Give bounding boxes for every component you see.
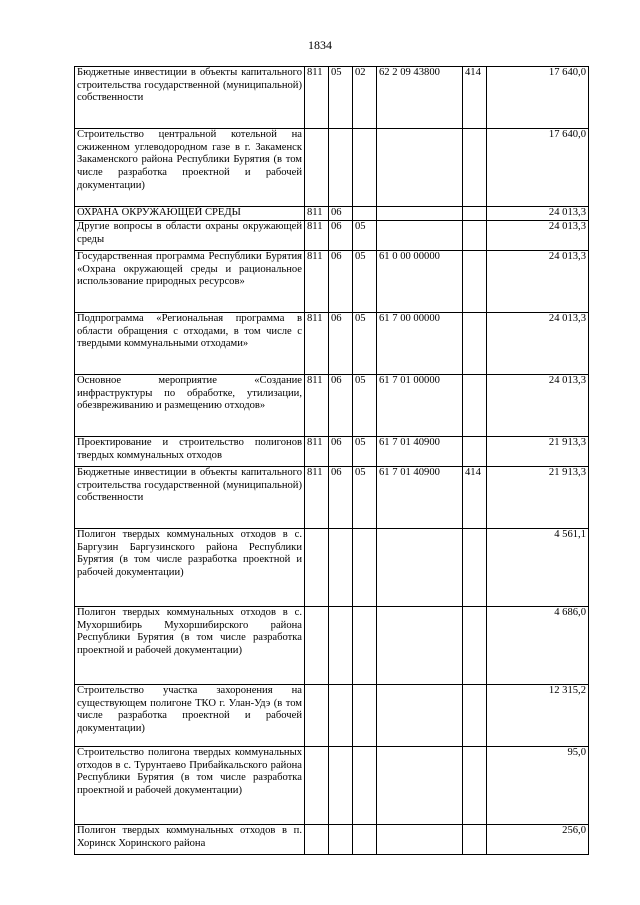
row-section: 06: [329, 207, 353, 221]
row-name: Основное мероприятие «Создание инфраструктуры по обработке, утилизации, обезвреживанию и размещению отходов»: [75, 375, 305, 437]
row-name: Полигон твердых коммунальных отходов в п. Хоринск Хоринского района: [75, 825, 305, 855]
row-subsection: 05: [353, 251, 377, 313]
row-target: [377, 607, 463, 685]
row-ministry: 811: [305, 221, 329, 251]
row-target: [377, 129, 463, 207]
row-subsection: 02: [353, 67, 377, 129]
row-ministry: 811: [305, 251, 329, 313]
row-name: Другие вопросы в области охраны окружающей среды: [75, 221, 305, 251]
row-ministry: [305, 607, 329, 685]
row-subsection: [353, 685, 377, 747]
row-name: Полигон твердых коммунальных отходов в с. Баргузин Баргузинского района Республики Бурятия (в том числе разработка проектной и рабочей документации): [75, 529, 305, 607]
row-ministry: [305, 747, 329, 825]
row-subsection: [353, 207, 377, 221]
row-amount: 21 913,3: [487, 467, 589, 529]
row-name: Государственная программа Республики Бурятия «Охрана окружающей среды и рациональное использование природных ресурсов»: [75, 251, 305, 313]
table-row: [75, 747, 589, 825]
table-row: [75, 221, 589, 251]
row-subsection: 05: [353, 221, 377, 251]
row-section: 06: [329, 251, 353, 313]
row-amount: 4 686,0: [487, 607, 589, 685]
row-amount: 24 013,3: [487, 207, 589, 221]
row-vid: 414: [463, 67, 487, 129]
row-ministry: 811: [305, 313, 329, 375]
row-vid: [463, 251, 487, 313]
row-section: [329, 129, 353, 207]
row-ministry: 811: [305, 467, 329, 529]
row-section: 06: [329, 375, 353, 437]
row-ministry: [305, 129, 329, 207]
row-vid: [463, 207, 487, 221]
row-target: 61 7 00 00000: [377, 313, 463, 375]
row-name: Бюджетные инвестиции в объекты капитального строительства государственной (муниципальной) собственности: [75, 67, 305, 129]
row-subsection: [353, 825, 377, 855]
row-subsection: [353, 747, 377, 825]
row-name: Полигон твердых коммунальных отходов в с. Мухоршибирь Мухоршибирского района Республики Бурятия (в том числе разработка проектной и рабочей документации): [75, 607, 305, 685]
row-name: Строительство участка захоронения на существующем полигоне ТКО г. Улан-Удэ (в том числе разработка проектной и рабочей документации): [75, 685, 305, 747]
row-section: 05: [329, 67, 353, 129]
row-section: 06: [329, 221, 353, 251]
row-section: [329, 607, 353, 685]
row-section: [329, 747, 353, 825]
row-amount: 24 013,3: [487, 375, 589, 437]
row-amount: 24 013,3: [487, 251, 589, 313]
row-section: [329, 685, 353, 747]
budget-table: [74, 66, 589, 855]
row-amount: 95,0: [487, 747, 589, 825]
table-row: [75, 437, 589, 467]
row-vid: [463, 375, 487, 437]
row-ministry: 811: [305, 375, 329, 437]
table-row: [75, 825, 589, 855]
row-ministry: 811: [305, 437, 329, 467]
table-row: [75, 529, 589, 607]
row-target: [377, 685, 463, 747]
table-row: [75, 607, 589, 685]
table-row: [75, 67, 589, 129]
row-ministry: [305, 825, 329, 855]
row-subsection: 05: [353, 437, 377, 467]
row-section: [329, 529, 353, 607]
row-vid: [463, 129, 487, 207]
table-row: [75, 207, 589, 221]
row-target: [377, 529, 463, 607]
row-name: Строительство центральной котельной на сжиженном углеводородном газе в г. Закаменск Закаменского района Республики Бурятия (в том числе разработка проектной и рабочей документации): [75, 129, 305, 207]
row-vid: [463, 529, 487, 607]
page-number: 1834: [308, 38, 332, 52]
row-subsection: [353, 529, 377, 607]
row-subsection: [353, 129, 377, 207]
table-row: [75, 467, 589, 529]
row-vid: [463, 313, 487, 375]
row-amount: 21 913,3: [487, 437, 589, 467]
row-vid: [463, 607, 487, 685]
row-subsection: 05: [353, 375, 377, 437]
row-ministry: [305, 685, 329, 747]
row-ministry: 811: [305, 207, 329, 221]
table-row: [75, 685, 589, 747]
row-ministry: 811: [305, 67, 329, 129]
row-target: 61 7 01 40900: [377, 437, 463, 467]
row-vid: [463, 221, 487, 251]
row-vid: [463, 685, 487, 747]
row-vid: [463, 825, 487, 855]
row-amount: 4 561,1: [487, 529, 589, 607]
row-target: [377, 207, 463, 221]
table-row: [75, 375, 589, 437]
row-target: [377, 825, 463, 855]
table-row: [75, 313, 589, 375]
row-name: Подпрограмма «Региональная программа в области обращения с отходами, в том числе с твердыми коммунальными отходами»: [75, 313, 305, 375]
row-section: [329, 825, 353, 855]
row-name: ОХРАНА ОКРУЖАЮЩЕЙ СРЕДЫ: [75, 207, 305, 221]
row-name: Проектирование и строительство полигонов твердых коммунальных отходов: [75, 437, 305, 467]
row-target: [377, 221, 463, 251]
row-subsection: [353, 607, 377, 685]
row-target: [377, 747, 463, 825]
row-vid: 414: [463, 467, 487, 529]
row-target: 62 2 09 43800: [377, 67, 463, 129]
row-vid: [463, 747, 487, 825]
row-amount: 12 315,2: [487, 685, 589, 747]
row-subsection: 05: [353, 467, 377, 529]
row-name: Строительство полигона твердых коммунальных отходов в с. Турунтаево Прибайкальского района Республики Бурятия (в том числе разработка проектной и рабочей документации): [75, 747, 305, 825]
row-section: 06: [329, 467, 353, 529]
table-row: [75, 251, 589, 313]
row-section: 06: [329, 437, 353, 467]
row-amount: 17 640,0: [487, 129, 589, 207]
row-target: 61 0 00 00000: [377, 251, 463, 313]
table-row: [75, 129, 589, 207]
row-amount: 24 013,3: [487, 313, 589, 375]
row-amount: 256,0: [487, 825, 589, 855]
row-subsection: 05: [353, 313, 377, 375]
row-target: 61 7 01 00000: [377, 375, 463, 437]
row-target: 61 7 01 40900: [377, 467, 463, 529]
row-section: 06: [329, 313, 353, 375]
row-vid: [463, 437, 487, 467]
row-name: Бюджетные инвестиции в объекты капитального строительства государственной (муниципальной) собственности: [75, 467, 305, 529]
row-ministry: [305, 529, 329, 607]
row-amount: 17 640,0: [487, 67, 589, 129]
row-amount: 24 013,3: [487, 221, 589, 251]
